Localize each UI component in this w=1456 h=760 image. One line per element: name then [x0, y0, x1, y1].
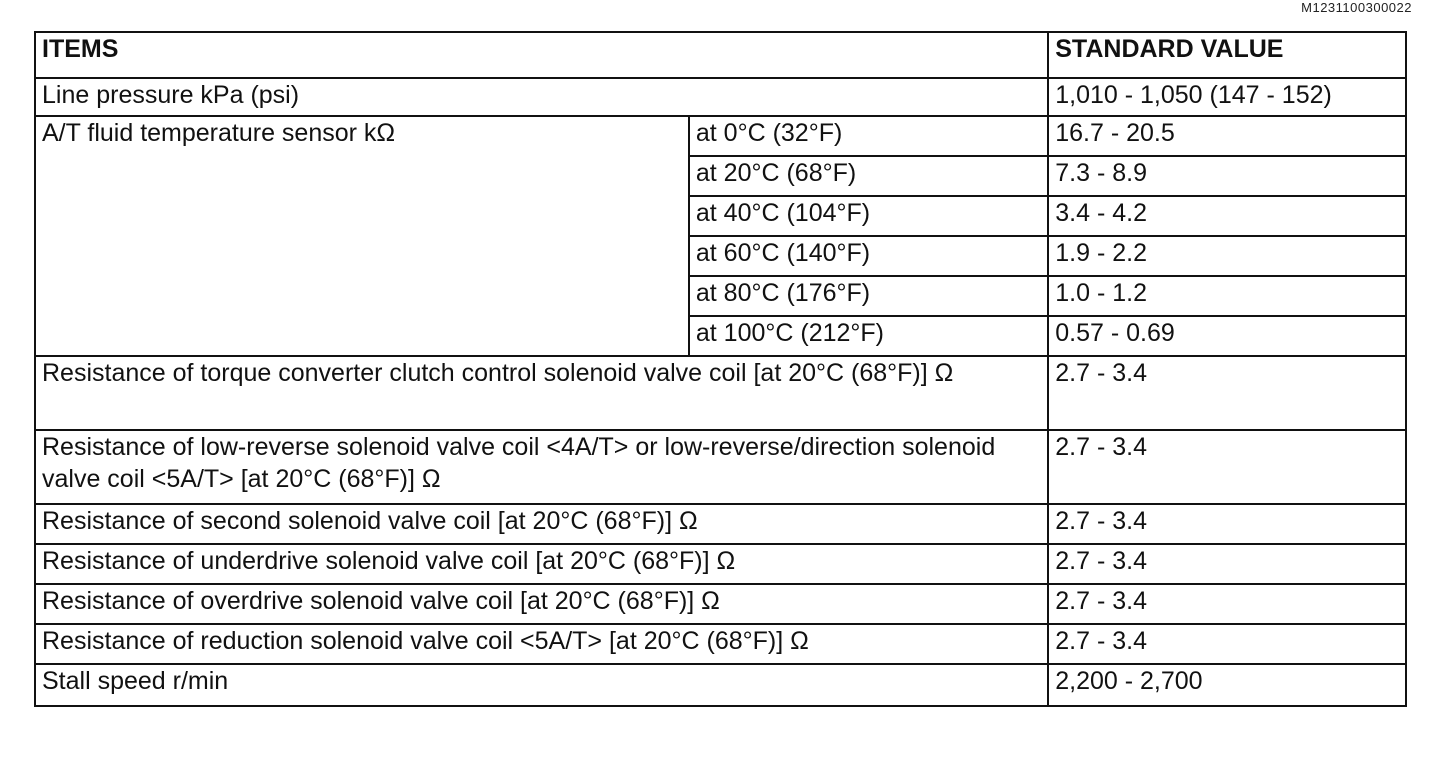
- item-cell: A/T fluid temperature sensor kΩ: [35, 116, 689, 356]
- value-cell: 7.3 - 8.9: [1048, 156, 1406, 196]
- value-cell: 2.7 - 3.4: [1048, 430, 1406, 504]
- value-cell: 0.57 - 0.69: [1048, 316, 1406, 356]
- value-cell: 2,200 - 2,700: [1048, 664, 1406, 706]
- table-row: [35, 504, 1406, 544]
- condition-cell: at 100°C (212°F): [689, 316, 1048, 356]
- value-cell: 1,010 - 1,050 (147 - 152): [1048, 78, 1406, 116]
- value-cell: 2.7 - 3.4: [1048, 356, 1406, 430]
- item-cell: Stall speed r/min: [35, 664, 1048, 706]
- item-cell: Resistance of overdrive solenoid valve coil [at 20°C (68°F)] Ω: [35, 584, 1048, 624]
- table-row: [35, 624, 1406, 664]
- condition-cell: at 20°C (68°F): [689, 156, 1048, 196]
- value-cell: 16.7 - 20.5: [1048, 116, 1406, 156]
- value-cell: 1.9 - 2.2: [1048, 236, 1406, 276]
- document-id: M1231100300022: [1301, 0, 1412, 15]
- item-cell: Line pressure kPa (psi): [35, 78, 1048, 116]
- item-cell: Resistance of underdrive solenoid valve coil [at 20°C (68°F)] Ω: [35, 544, 1048, 584]
- table-header-row: [35, 32, 1406, 78]
- items-header: ITEMS: [35, 32, 1048, 78]
- item-cell: Resistance of torque converter clutch control solenoid valve coil [at 20°C (68°F)] Ω: [35, 356, 1048, 430]
- standard-value-header: STANDARD VALUE: [1048, 32, 1406, 78]
- value-cell: 3.4 - 4.2: [1048, 196, 1406, 236]
- table-row: [35, 78, 1406, 116]
- value-cell: 2.7 - 3.4: [1048, 584, 1406, 624]
- item-cell: Resistance of reduction solenoid valve coil <5A/T> [at 20°C (68°F)] Ω: [35, 624, 1048, 664]
- table-row: [35, 356, 1406, 430]
- table-row: [35, 430, 1406, 504]
- table-row: [35, 116, 1406, 156]
- condition-cell: at 80°C (176°F): [689, 276, 1048, 316]
- item-cell: Resistance of low-reverse solenoid valve coil <4A/T> or low-reverse/direction solenoid valve coil <5A/T> [at 20°C (68°F)] Ω: [35, 430, 1048, 504]
- value-cell: 2.7 - 3.4: [1048, 624, 1406, 664]
- table-row: [35, 544, 1406, 584]
- condition-cell: at 60°C (140°F): [689, 236, 1048, 276]
- table-row: [35, 664, 1406, 706]
- condition-cell: at 0°C (32°F): [689, 116, 1048, 156]
- value-cell: 2.7 - 3.4: [1048, 544, 1406, 584]
- table-row: [35, 584, 1406, 624]
- value-cell: 2.7 - 3.4: [1048, 504, 1406, 544]
- item-cell: Resistance of second solenoid valve coil [at 20°C (68°F)] Ω: [35, 504, 1048, 544]
- value-cell: 1.0 - 1.2: [1048, 276, 1406, 316]
- specification-table: [34, 31, 1407, 707]
- condition-cell: at 40°C (104°F): [689, 196, 1048, 236]
